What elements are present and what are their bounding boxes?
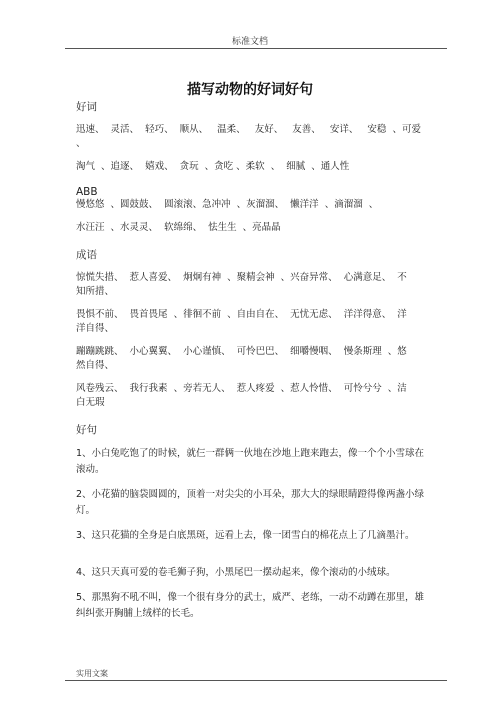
section-heading-haoju: 好句 bbox=[76, 424, 97, 436]
document-title: 描写动物的好词好句 bbox=[187, 82, 313, 98]
section-heading-abb: ABB bbox=[76, 186, 98, 198]
document-body bbox=[76, 99, 432, 622]
section-heading-haoci: 好词 bbox=[76, 101, 97, 113]
abb-line: 水汪汪 、水灵灵、 软绵绵、 怯生生 、亮晶晶 bbox=[76, 222, 281, 233]
chengyu-line: 知所措、 bbox=[76, 286, 115, 297]
footer-divider bbox=[65, 680, 447, 681]
chengyu-line: 蹦蹦跳跳、 小心翼翼、 小心谨慎、 可怜巴巴、 细嚼慢咽、 慢条斯理 、悠 bbox=[76, 346, 407, 357]
sentence-item: 4、这只天真可爱的卷毛狮子狗，小黑尾巴一摆动起来，像个滚动的小绒球。 bbox=[76, 567, 396, 578]
sentence-item: 5、那黑狗不吼不叫，像一个很有身分的武士，威严、老练，一动不动蹲在那里，雄纠纠张开胸脯上绒样的长毛。 bbox=[76, 592, 425, 619]
sentence-item: 3、这只花猫的全身是白底黑斑，远看上去，像一团雪白的棉花点上了几滴墨汁。 bbox=[76, 530, 415, 541]
chengyu-line: 畏惧不前、 畏首畏尾 、徘徊不前 、自由自在、 无忧无虑、 洋洋得意、 洋 bbox=[76, 309, 407, 320]
chengyu-line: 洋自得、 bbox=[76, 323, 115, 334]
chengyu-line: 风卷残云、 我行我素 、旁若无人、 惹人疼爱 、惹人怜惜、 可怜兮兮 、洁 bbox=[76, 383, 407, 394]
chengyu-line: 然自得、 bbox=[76, 360, 115, 371]
sentence-item: 2、小花猫的脑袋圆圆的，顶着一对尖尖的小耳朵，那大大的绿眼睛蹬得像两盏小绿灯。 bbox=[76, 489, 425, 516]
haoci-line: 迅速、 灵活、 轻巧、 顺从、 温柔、 友好、 友善、 安详、 安稳 、可爱 bbox=[76, 124, 421, 135]
page-header: 标准文档 bbox=[231, 37, 268, 47]
sentence-item: 1、小白兔吃饱了的时候，就仨一群俩一伙地在沙地上跑来跑去，像一个个小雪球在滚动。 bbox=[76, 448, 425, 475]
chengyu-line: 白无瑕 bbox=[76, 397, 105, 408]
chengyu-line: 惊慌失措、 惹人喜爱、 炯炯有神 、聚精会神 、兴奋异常、 心满意足、 不 bbox=[76, 272, 407, 283]
section-heading-chengyu: 成语 bbox=[76, 249, 97, 261]
abb-line: 慢悠悠 、圆鼓鼓、 圆滚滚、急冲冲 、灰溜溜、 懒洋洋 、滴溜溜 、 bbox=[76, 199, 379, 210]
haoci-line: 、 bbox=[76, 138, 86, 149]
haoci-line: 淘气 、追逐、 嬉戏、 贪玩 、贪吃 、柔软 、 细腻 、通人性 bbox=[76, 161, 350, 172]
header-divider bbox=[65, 48, 447, 49]
page-footer: 实用文案 bbox=[76, 669, 108, 678]
